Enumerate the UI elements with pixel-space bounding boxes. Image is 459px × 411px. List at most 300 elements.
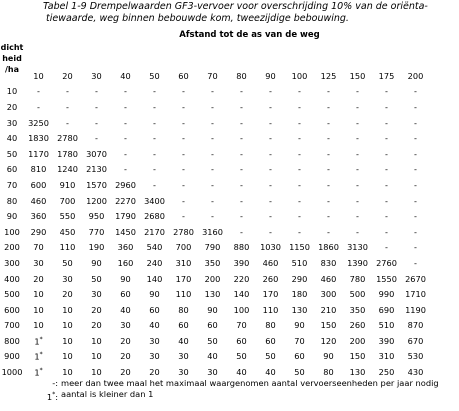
table-cell: 130 [291,304,308,315]
table-cell: 60 [236,335,247,346]
table-cell: - [269,179,272,190]
table-cell: - [327,226,330,237]
table-cell: 140 [233,289,250,300]
table-cell: 150 [349,351,366,362]
table-cell: 950 [88,211,105,222]
column-header: 90 [265,70,276,81]
table-cell: 40 [149,320,160,331]
row-label: 20 [6,101,18,112]
table-cell: 810 [30,164,47,175]
column-header: 80 [236,70,247,81]
column-header: 175 [378,70,395,81]
table-row [0,318,430,334]
table-cell: - [414,257,417,268]
table-cell: - [182,148,185,159]
table-row [0,115,430,131]
table-cell: - [211,86,214,97]
table-cell: 1570 [86,179,107,190]
table-cell: 2780 [57,133,78,144]
table-cell: - [327,211,330,222]
table-cell: - [153,117,156,128]
table-cell: 2780 [173,226,194,237]
table-cell: - [240,179,243,190]
table-cell: 540 [146,242,163,253]
column-header: 50 [149,70,160,81]
table-cell: 240 [146,257,163,268]
row-label: 90 [6,211,18,222]
row-header-line: heid [2,54,22,63]
table-cell: - [385,211,388,222]
table-cell: 3250 [28,117,49,128]
table-cell: 600 [30,179,47,190]
table-cell: - [414,164,417,175]
table-cell: 30 [178,367,189,378]
note-key: 1*: [46,391,58,402]
table-cell: 70 [33,242,44,253]
table-cell: - [298,101,301,112]
table-cell: - [269,148,272,159]
table-cell: - [414,211,417,222]
table-cell: 50 [265,351,276,362]
table-cell: 50 [236,351,247,362]
table-cell: - [153,86,156,97]
row-label: 1000 [1,367,23,378]
table-cell: - [327,117,330,128]
table-cell: 120 [320,335,337,346]
table-cell: - [327,86,330,97]
table-cell: 50 [62,257,73,268]
table-cell: 1030 [260,242,281,253]
column-header: 125 [320,70,337,81]
table-cell: 10 [91,367,102,378]
table-cell: - [414,242,417,253]
table-cell: - [385,86,388,97]
table-cell: 20 [120,335,131,346]
table-cell: 150 [320,320,337,331]
table-cell: - [153,179,156,190]
table-cell: - [414,226,417,237]
table-cell: - [211,211,214,222]
table-cell: 180 [291,289,308,300]
table-cell: - [153,148,156,159]
table-cell: 350 [204,257,221,268]
table-cell: - [66,117,69,128]
table-cell: 220 [233,273,250,284]
table-cell: - [298,148,301,159]
table-cell: 70 [236,320,247,331]
table-cell: - [356,133,359,144]
table-cell: - [95,117,98,128]
table-cell: 1860 [318,242,339,253]
table-cell: 1790 [115,211,136,222]
table-cell: - [298,86,301,97]
footnote-marker: * [39,366,43,374]
table-cell: 40 [236,367,247,378]
table-cell: 290 [30,226,47,237]
table-cell: 60 [294,351,305,362]
table-row [0,333,430,349]
table-cell: - [385,148,388,159]
table-cell: - [356,86,359,97]
table-cell: - [356,164,359,175]
table-cell: - [327,101,330,112]
table-cell: - [240,117,243,128]
table-cell: - [124,101,127,112]
table-cell: 460 [262,257,279,268]
table-cell: 1780 [57,148,78,159]
table-cell: 300 [320,289,337,300]
table-cell: 510 [291,257,308,268]
column-group-heading: Afstand tot de as van de weg [179,30,320,40]
table-cell: - [124,86,127,97]
table-cell: 10 [62,367,73,378]
table-cell: 870 [407,320,424,331]
table-cell: - [124,117,127,128]
table-cell: - [153,164,156,175]
table-cell: 60 [265,335,276,346]
table-cell: 700 [59,195,76,206]
table-cell: - [385,195,388,206]
row-label: 500 [4,289,20,300]
table-cell: - [385,133,388,144]
row-label: 600 [4,304,20,315]
table-cell: 1* [34,366,43,378]
table-cell: - [269,86,272,97]
row-label: 700 [4,320,20,331]
table-row [0,224,430,240]
table-cell: 2760 [376,257,397,268]
table-cell: 190 [88,242,105,253]
table-cell: - [298,133,301,144]
row-label: 800 [4,335,20,346]
table-cell: 50 [207,335,218,346]
table-cell: - [95,101,98,112]
table-cell: - [182,179,185,190]
row-label: 900 [4,351,20,362]
table-cell: - [211,133,214,144]
table-cell: 170 [262,289,279,300]
table-cell: 30 [149,335,160,346]
table-cell: - [124,148,127,159]
table-notes [42,378,452,403]
table-cell: 390 [378,335,395,346]
table-cell: 10 [62,304,73,315]
table-cell: 30 [120,320,131,331]
table-cell: 90 [207,304,218,315]
table-cell: - [37,101,40,112]
table-cell: 50 [91,273,102,284]
table-cell: 80 [178,304,189,315]
table-cell: - [327,179,330,190]
table-cell: 90 [120,273,131,284]
column-header: 200 [407,70,424,81]
table-cell: - [414,179,417,190]
table-cell: - [269,211,272,222]
table-cell: 30 [33,257,44,268]
table-cell: - [240,195,243,206]
table-cell: - [182,117,185,128]
table-cell: 20 [91,320,102,331]
table-cell: - [211,195,214,206]
table-cell: 170 [175,273,192,284]
table-cell: - [240,211,243,222]
table-cell: - [269,101,272,112]
column-header: 20 [62,70,73,81]
table-cell: 60 [120,289,131,300]
table-cell: - [298,211,301,222]
table-cell: - [298,117,301,128]
table-cell: 20 [91,304,102,315]
table-cell: - [356,226,359,237]
column-header: 150 [349,70,366,81]
table-cell: 1190 [405,304,426,315]
table-cell: 830 [320,257,337,268]
column-header: 60 [178,70,189,81]
table-cell: - [182,133,185,144]
table-cell: 40 [265,367,276,378]
table-cell: - [385,164,388,175]
table-cell: 310 [378,351,395,362]
table-cell: 290 [291,273,308,284]
table-cell: 10 [33,289,44,300]
table-cell: 700 [175,242,192,253]
note-key: -: [52,378,58,388]
table-cell: 60 [149,304,160,315]
table-cell: 110 [59,242,76,253]
table-cell: - [153,101,156,112]
table-cell: 60 [178,320,189,331]
column-header: 30 [91,70,102,81]
table-cell: - [240,101,243,112]
table-cell: - [356,179,359,190]
table-cell: 70 [294,335,305,346]
table-cell: 3160 [202,226,223,237]
table-cell: 550 [59,211,76,222]
table-cell: 910 [59,179,76,190]
table-row [0,177,430,193]
row-label: 30 [6,117,18,128]
table-cell: 1150 [289,242,310,253]
table-cell: 1710 [405,289,426,300]
table-cell: 130 [204,289,221,300]
footnote-marker: * [39,351,43,359]
table-cell: 690 [378,304,395,315]
table-cell: 390 [233,257,250,268]
threshold-table [0,68,430,380]
table-cell: 40 [120,304,131,315]
table-cell: 200 [204,273,221,284]
table-cell: 30 [207,367,218,378]
table-cell: 30 [178,351,189,362]
table-cell: 260 [262,273,279,284]
table-cell: 670 [407,335,424,346]
table-cell: 2130 [86,164,107,175]
table-cell: - [240,164,243,175]
table-cell: - [240,226,243,237]
row-header-line: /ha [4,65,19,74]
table-cell: 2170 [144,226,165,237]
table-cell: 80 [323,367,334,378]
table-cell: - [182,164,185,175]
column-header: 100 [291,70,308,81]
table-cell: - [211,179,214,190]
table-cell: - [269,195,272,206]
table-cell: - [211,148,214,159]
table-cell: - [240,133,243,144]
table-row [0,162,430,178]
row-label: 40 [6,133,18,144]
table-cell: 20 [120,351,131,362]
table-cell: 1* [34,335,43,347]
table-cell: 1240 [57,164,78,175]
table-cell: 20 [120,367,131,378]
table-cell: 460 [30,195,47,206]
table-cell: - [124,133,127,144]
table-cell: - [298,195,301,206]
footnote-marker: * [52,391,56,398]
table-cell: - [66,101,69,112]
table-cell: 2270 [115,195,136,206]
table-cell: 20 [149,367,160,378]
table-cell: - [298,179,301,190]
table-cell: 310 [175,257,192,268]
table-cell: 350 [349,304,366,315]
table-cell: 90 [149,289,160,300]
table-cell: - [269,226,272,237]
table-cell: - [385,117,388,128]
table-cell: 30 [62,273,73,284]
table-cell: - [298,164,301,175]
table-cell: - [182,211,185,222]
table-cell: 10 [62,335,73,346]
table-cell: 60 [207,320,218,331]
table-cell: - [182,195,185,206]
table-cell: - [356,148,359,159]
table-cell: - [124,164,127,175]
table-cell: 200 [349,335,366,346]
table-cell: 90 [294,320,305,331]
table-cell: 3070 [86,148,107,159]
table-cell: - [327,148,330,159]
table-caption [43,1,453,25]
table-cell: 10 [62,320,73,331]
table-cell: 100 [233,304,250,315]
table-row [0,271,430,287]
table-cell: - [385,242,388,253]
table-cell: - [211,117,214,128]
table-cell: 30 [91,289,102,300]
table-cell: 1390 [347,257,368,268]
caption-line-2: tiewaarde, weg binnen bebouwde kom, tweezijdige bebouwing. [46,13,349,24]
table-cell: 20 [33,273,44,284]
table-cell: - [356,211,359,222]
table-cell: 530 [407,351,424,362]
table-row [0,286,430,302]
table-cell: 460 [320,273,337,284]
table-cell: - [240,86,243,97]
row-label: 400 [4,273,20,284]
table-cell: 80 [265,320,276,331]
table-cell: 10 [33,304,44,315]
table-cell: - [356,195,359,206]
table-cell: - [269,164,272,175]
table-cell: - [95,133,98,144]
table-row [0,349,430,365]
note-item [42,389,452,403]
table-cell: 880 [233,242,250,253]
row-label: 10 [6,86,18,97]
table-cell: - [414,148,417,159]
table-cell: 110 [262,304,279,315]
table-cell: 10 [33,320,44,331]
footnote-marker: * [39,335,43,343]
table-cell: - [269,133,272,144]
table-cell: - [298,226,301,237]
row-label: 300 [4,257,20,268]
table-cell: 1170 [28,148,49,159]
table-cell: - [327,164,330,175]
row-label: 50 [6,148,18,159]
note-item [42,378,452,389]
table-cell: - [414,101,417,112]
table-cell: 360 [117,242,134,253]
table-cell: 1450 [115,226,136,237]
table-row [0,99,430,115]
table-cell: 10 [91,351,102,362]
table-cell: - [385,101,388,112]
table-cell: - [356,117,359,128]
row-label: 100 [4,226,20,237]
table-cell: - [414,133,417,144]
table-cell: 1550 [376,273,397,284]
table-cell: 130 [349,367,366,378]
table-cell: - [211,101,214,112]
table-cell: - [182,101,185,112]
table-cell: - [414,117,417,128]
table-cell: 2670 [405,273,426,284]
header-corner-cell [0,68,24,84]
table-cell: 450 [59,226,76,237]
table-cell: 1* [34,351,43,362]
table-cell: 160 [117,257,134,268]
table-cell: 260 [349,320,366,331]
table-cell: 1200 [86,195,107,206]
table-cell: - [37,86,40,97]
table-cell: 500 [349,289,366,300]
table-cell: 30 [149,351,160,362]
table-cell: - [385,226,388,237]
table-row [0,84,430,100]
table-cell: 250 [378,367,395,378]
table-cell: - [95,86,98,97]
table-cell: 140 [146,273,163,284]
table-row [0,302,430,318]
table-cell: - [240,148,243,159]
table-cell: 110 [175,289,192,300]
row-label: 80 [6,195,18,206]
table-cell: 210 [320,304,337,315]
table-cell: - [269,117,272,128]
table-cell: 2680 [144,211,165,222]
table-cell: 790 [204,242,221,253]
table-row [0,130,430,146]
note-text: aantal is kleiner dan 1 [61,389,154,399]
table-cell: - [414,86,417,97]
table-cell: 770 [88,226,105,237]
table-cell: - [66,86,69,97]
column-header: 70 [207,70,218,81]
table-cell: - [356,101,359,112]
